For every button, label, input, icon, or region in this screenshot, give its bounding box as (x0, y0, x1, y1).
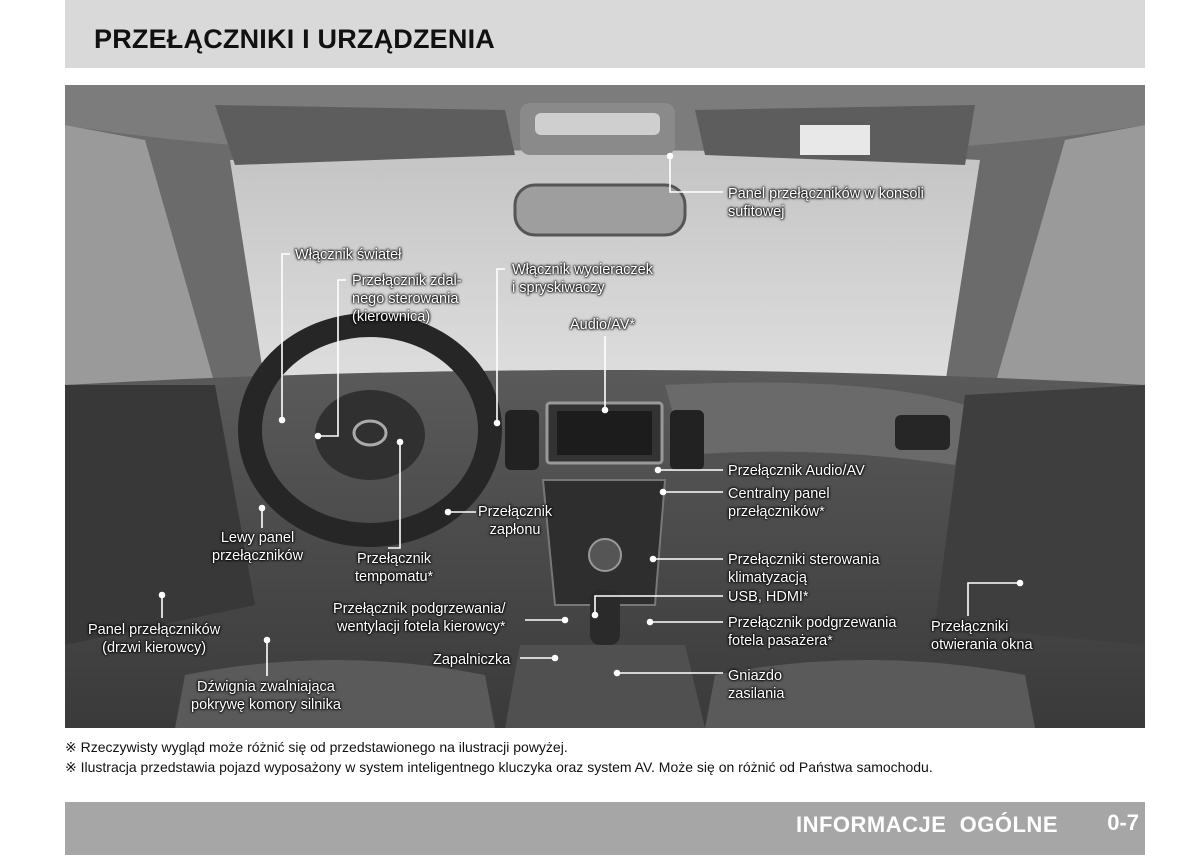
callout-overhead-console: Panel przełączników w konsoli sufitowej (728, 186, 924, 220)
page-title: PRZEŁĄCZNIKI I URZĄDZENIA (94, 24, 495, 54)
callout-wiper-switch: Włącznik wycieraczek i spryskiwaczy (512, 262, 653, 296)
callout-passenger-seat: Przełącznik podgrzewania fotela pasażera* (728, 615, 897, 649)
callout-lights-switch: Włącznik świateł (295, 247, 402, 263)
footnote: ※ Rzeczywisty wygląd może różnić się od przedstawionego na ilustracji powyżej. (65, 739, 568, 755)
callout-central-panel: Centralny panel przełączników* (728, 486, 830, 520)
callout-usb-hdmi: USB, HDMI* (728, 589, 809, 605)
callout-climate-controls: Przełączniki sterowania klimatyzacją (728, 552, 880, 586)
callout-remote-control: Przełącznik zdal- nego sterowania (kierownica) (352, 273, 462, 325)
callout-audio-av: Audio/AV* (570, 317, 636, 333)
callout-power-socket: Gniazdo zasilania (728, 668, 785, 702)
callout-cruise-control: Przełącznik tempomatu* (355, 551, 434, 585)
callout-ignition: Przełącznik zapłonu (478, 504, 553, 538)
callout-window-switches: Przełączniki otwierania okna (931, 619, 1033, 653)
page-number: 0-7 (1107, 810, 1139, 835)
callout-door-panel: Panel przełączników (drzwi kierowcy) (88, 622, 221, 656)
callout-hood-release: Dźwignia zwalniająca pokrywę komory silnika (191, 679, 341, 713)
callout-lighter: Zapalniczka (433, 652, 511, 668)
page-footer (65, 802, 1145, 855)
footnotes (65, 737, 933, 777)
callout-driver-seat: Przełącznik podgrzewania/ wentylacji fotela kierowcy* (333, 601, 506, 635)
section-title: INFORMACJE OGÓLNE (795, 812, 1058, 837)
callout-left-panel: Lewy panel przełączników (212, 530, 304, 564)
footnote: ※ Ilustracja przedstawia pojazd wyposażony w system inteligentnego kluczyka oraz system AV. Może się on różnić od Państwa samochodu. (65, 759, 933, 775)
callout-audio-switch: Przełącznik Audio/AV (728, 463, 865, 479)
